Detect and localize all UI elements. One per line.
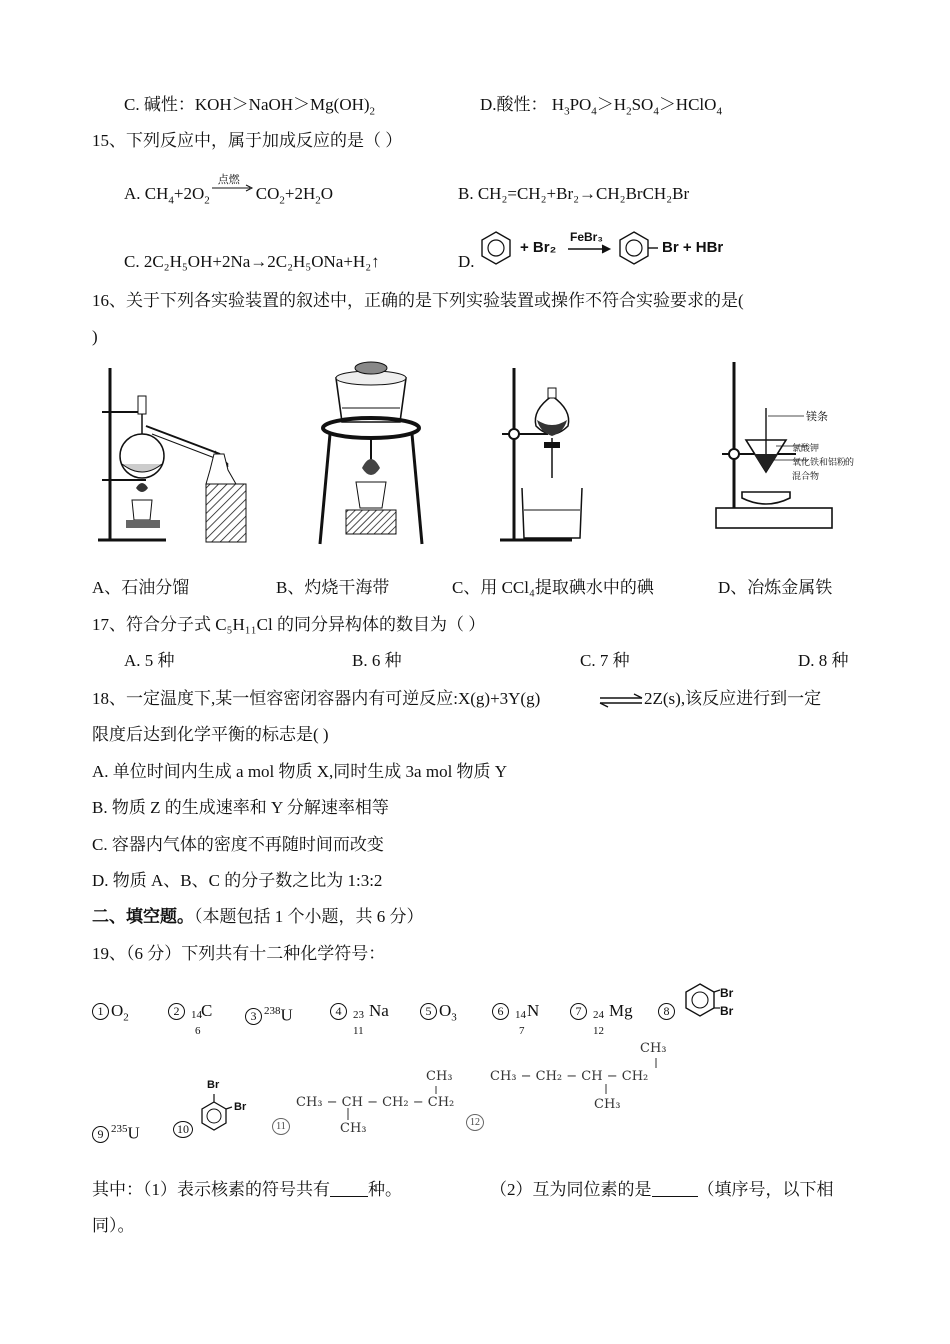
q19-part2-text: （2）互为同位素的是 bbox=[490, 1180, 652, 1199]
q19-10-br-side: Br bbox=[234, 1101, 247, 1113]
q14-option-c bbox=[124, 94, 375, 122]
q17-option-a: A. 5 种 bbox=[124, 651, 175, 670]
q19-num-9: 9 bbox=[92, 1126, 109, 1143]
q19-symbol-9 bbox=[92, 1118, 140, 1145]
q17-option-b: B. 6 种 bbox=[352, 651, 402, 670]
q19-symbol-2 bbox=[168, 1000, 213, 1037]
q19-part2-continued: 同）。 bbox=[92, 1216, 135, 1235]
q15-a-sub2: 2 bbox=[204, 194, 210, 207]
q19-symbol-5 bbox=[420, 1000, 457, 1028]
section2-title bbox=[92, 906, 424, 928]
q17-stem: 17、符合分子式 C₅H₁₁Cl 的同分异构体的数目为（ ） bbox=[92, 615, 486, 634]
q19-8-br-top: Br bbox=[720, 986, 734, 1000]
q19-11-chain: CH₃ − CH − CH₂ − CH₂ bbox=[296, 1095, 455, 1110]
q18-option-d: D. 物质 A、B、C 的分子数之比为 1:3:2 bbox=[92, 871, 383, 890]
q16-d-label-mg: 镁条 bbox=[806, 410, 828, 423]
q19-mass-2: 14 bbox=[191, 1009, 202, 1021]
q18-stem-line2: 限度后达到化学平衡的标志是( ) bbox=[92, 725, 329, 744]
q14-d-s4: 4 bbox=[653, 105, 659, 118]
q16-stem-line1: 16、关于下列各实验装置的叙述中，正确的是下列实验装置或操作不符合实验要求的是( bbox=[92, 291, 744, 310]
q19-symbol-11 bbox=[272, 1114, 292, 1136]
q14-d-s3: 2 bbox=[626, 105, 632, 118]
q19-mass-4: 23 bbox=[353, 1009, 364, 1021]
q15-a-ch: A. CH bbox=[124, 184, 169, 203]
q18-option-c: C. 容器内气体的密度不再随时间而改变 bbox=[92, 835, 384, 854]
q15-d-catalyst: FeBr₃ bbox=[570, 230, 603, 244]
q19-num-11: 11 bbox=[272, 1118, 290, 1135]
q19-part2 bbox=[490, 1179, 834, 1201]
q19-11-ch3-top: CH₃ bbox=[426, 1069, 453, 1084]
q19-sym-2: C bbox=[201, 1001, 213, 1020]
q17-option-c: C. 7 种 bbox=[580, 651, 630, 670]
q19-sym-1: O bbox=[111, 1001, 124, 1020]
q19-10-br-top: Br bbox=[207, 1079, 220, 1091]
q19-num-3: 3 bbox=[245, 1008, 262, 1025]
q14-d-t5: ＞HClO bbox=[658, 95, 717, 114]
q14-option-c-sub: 2 bbox=[369, 105, 376, 118]
crucible-burning-figure bbox=[316, 358, 426, 548]
q19-part1 bbox=[92, 1179, 402, 1201]
q19-sym-9: U bbox=[127, 1123, 140, 1143]
q19-num-4: 4 bbox=[330, 1003, 347, 1020]
q19-12-ch3-top: CH₃ bbox=[640, 1041, 667, 1056]
q19-z-7: 12 bbox=[593, 1025, 604, 1037]
q19-num-8: 8 bbox=[658, 1003, 675, 1020]
q16-stem-line2: ) bbox=[92, 327, 98, 346]
q19-symbol-3 bbox=[245, 1000, 293, 1027]
q15-option-a: A. $CH_4+2O_2$ 点燃 $CO_2+2H_2O$ bbox=[124, 183, 333, 211]
q19-mass-9: 235 bbox=[111, 1123, 128, 1135]
arrow-icon bbox=[210, 183, 256, 193]
q14-d-s5: 4 bbox=[716, 105, 722, 118]
q15-a-sub1: 4 bbox=[168, 194, 174, 207]
q19-part1-unit: 种。 bbox=[368, 1180, 402, 1199]
q15-option-b: B. CH₂=CH₂+Br₂→CH₂BrCH₂Br bbox=[458, 184, 690, 203]
q19-z-6: 7 bbox=[519, 1025, 525, 1037]
q19-sym-1-sub: 2 bbox=[123, 1011, 129, 1024]
section2-heading: 二、填空题。 bbox=[92, 907, 194, 926]
q19-sym-5-sub: 3 bbox=[451, 1011, 457, 1024]
q16-d-label-mixture: 混合物 bbox=[792, 472, 820, 482]
q19-12-ch3-bottom: CH₃ bbox=[594, 1097, 621, 1112]
q18-option-a: A. 单位时间内生成 a mol 物质 X,同时生成 3a mol 物质 Y bbox=[92, 762, 508, 781]
q19-z-2: 6 bbox=[195, 1025, 201, 1037]
q19-8-br-bottom: Br bbox=[720, 1004, 734, 1018]
q15-option-d-label: D. bbox=[458, 252, 475, 271]
q19-symbol-row-1 bbox=[92, 1000, 129, 1028]
section2-note: （本题包括 1 个小题，共 6 分） bbox=[194, 907, 424, 926]
separatory-funnel-figure bbox=[492, 360, 602, 550]
q18-stem-line1-a: 18、一定温度下,某一恒容密闭容器内有可逆反应:X(g)+3Y(g) bbox=[92, 689, 541, 708]
q15-option-c: C. 2C₂H₅OH+2Na→2C₂H₅ONa+H₂↑ bbox=[124, 252, 380, 271]
q19-symbol-4 bbox=[330, 1000, 389, 1037]
q16-option-d: D、冶炼金属铁 bbox=[718, 578, 833, 597]
q19-symbol-8 bbox=[658, 1000, 677, 1022]
q19-num-5: 5 bbox=[420, 1003, 437, 1020]
q19-num-7: 7 bbox=[570, 1003, 587, 1020]
q16-option-a: A、石油分馏 bbox=[92, 578, 190, 597]
q19-part2-blank[interactable] bbox=[652, 1196, 698, 1197]
q19-part2-note: （填序号，以下相 bbox=[697, 1180, 834, 1199]
q19-z-4: 11 bbox=[353, 1025, 364, 1037]
q14-d-t3: ＞H bbox=[596, 95, 627, 114]
q16-d-label-fe2o3al: 氧化铁和铝粉 bbox=[792, 458, 847, 468]
q19-mass-3: 238 bbox=[264, 1005, 281, 1017]
q15-d-product: Br + HBr bbox=[662, 239, 724, 256]
q16-option-c: C、用 CCl₄提取碘水中的碘 bbox=[452, 578, 654, 597]
q19-sym-6: N bbox=[527, 1001, 540, 1020]
q19-stem: 19、（6 分）下列共有十二种化学符号： bbox=[92, 944, 386, 963]
q15-a-sub3: 2 bbox=[279, 194, 285, 207]
q19-mass-7: 24 bbox=[593, 1009, 604, 1021]
q19-symbol-7 bbox=[570, 1000, 633, 1037]
q19-num-1: 1 bbox=[92, 1003, 109, 1020]
q14-d-t4: SO bbox=[631, 95, 654, 114]
q15-d-br2: + Br₂ bbox=[520, 239, 557, 256]
q19-12-bonds bbox=[580, 1050, 700, 1120]
q14-option-d bbox=[480, 94, 722, 122]
q17-option-d: D. 8 种 bbox=[798, 651, 849, 670]
q18-stem-line1-b: 2Z(s),该反应进行到一定 bbox=[644, 689, 822, 708]
q19-num-10: 10 bbox=[173, 1121, 193, 1138]
q16-d-label-extra: 的 bbox=[845, 458, 855, 468]
distillation-apparatus-figure bbox=[96, 360, 246, 550]
q14-d-s1: 3 bbox=[564, 105, 570, 118]
q19-12-chain: CH₃ − CH₂ − CH − CH₂ bbox=[490, 1069, 649, 1084]
q19-part1-text: 其中：（1）表示核素的符号共有 bbox=[92, 1180, 330, 1199]
q19-sym-5: O bbox=[439, 1001, 452, 1020]
q15-a-sub4: 2 bbox=[315, 194, 321, 207]
q14-d-t1: D.酸性： H bbox=[480, 95, 565, 114]
q15-a-arrow-label: 点燃 bbox=[217, 173, 240, 186]
q16-d-label-kclo3: 氯酸钾 bbox=[792, 444, 820, 454]
q19-num-2: 2 bbox=[168, 1003, 185, 1020]
q19-symbol-10 bbox=[173, 1118, 195, 1140]
q15-a-arrow bbox=[210, 173, 256, 199]
q14-d-t2: PO bbox=[569, 95, 592, 114]
q19-mass-6: 14 bbox=[515, 1009, 526, 1021]
equilibrium-arrow-icon bbox=[598, 693, 644, 707]
q19-sym-3: U bbox=[280, 1005, 293, 1025]
q19-11-ch3-bottom: CH₃ bbox=[340, 1121, 367, 1136]
q19-symbol-6 bbox=[492, 1000, 540, 1037]
q14-option-c-text: C. 碱性：KOH＞NaOH＞Mg(OH) bbox=[124, 95, 370, 114]
benzene-ring-icon bbox=[482, 232, 510, 264]
q19-sym-7: Mg bbox=[609, 1001, 633, 1020]
q19-symbol-12 bbox=[466, 1110, 486, 1132]
q19-part1-blank[interactable] bbox=[330, 1196, 368, 1197]
q15-stem: 15、下列反应中，属于加成反应的是（ ） bbox=[92, 131, 403, 150]
q19-num-12: 12 bbox=[466, 1114, 484, 1131]
q18-option-b: B. 物质 Z 的生成速率和 Y 分解速率相等 bbox=[92, 798, 389, 817]
q19-sym-4: Na bbox=[369, 1001, 389, 1020]
q16-option-b: B、灼烧干海带 bbox=[276, 578, 390, 597]
bromobenzene-ring-icon bbox=[620, 232, 648, 264]
q19-num-6: 6 bbox=[492, 1003, 509, 1020]
q14-d-s2: 4 bbox=[591, 105, 597, 118]
